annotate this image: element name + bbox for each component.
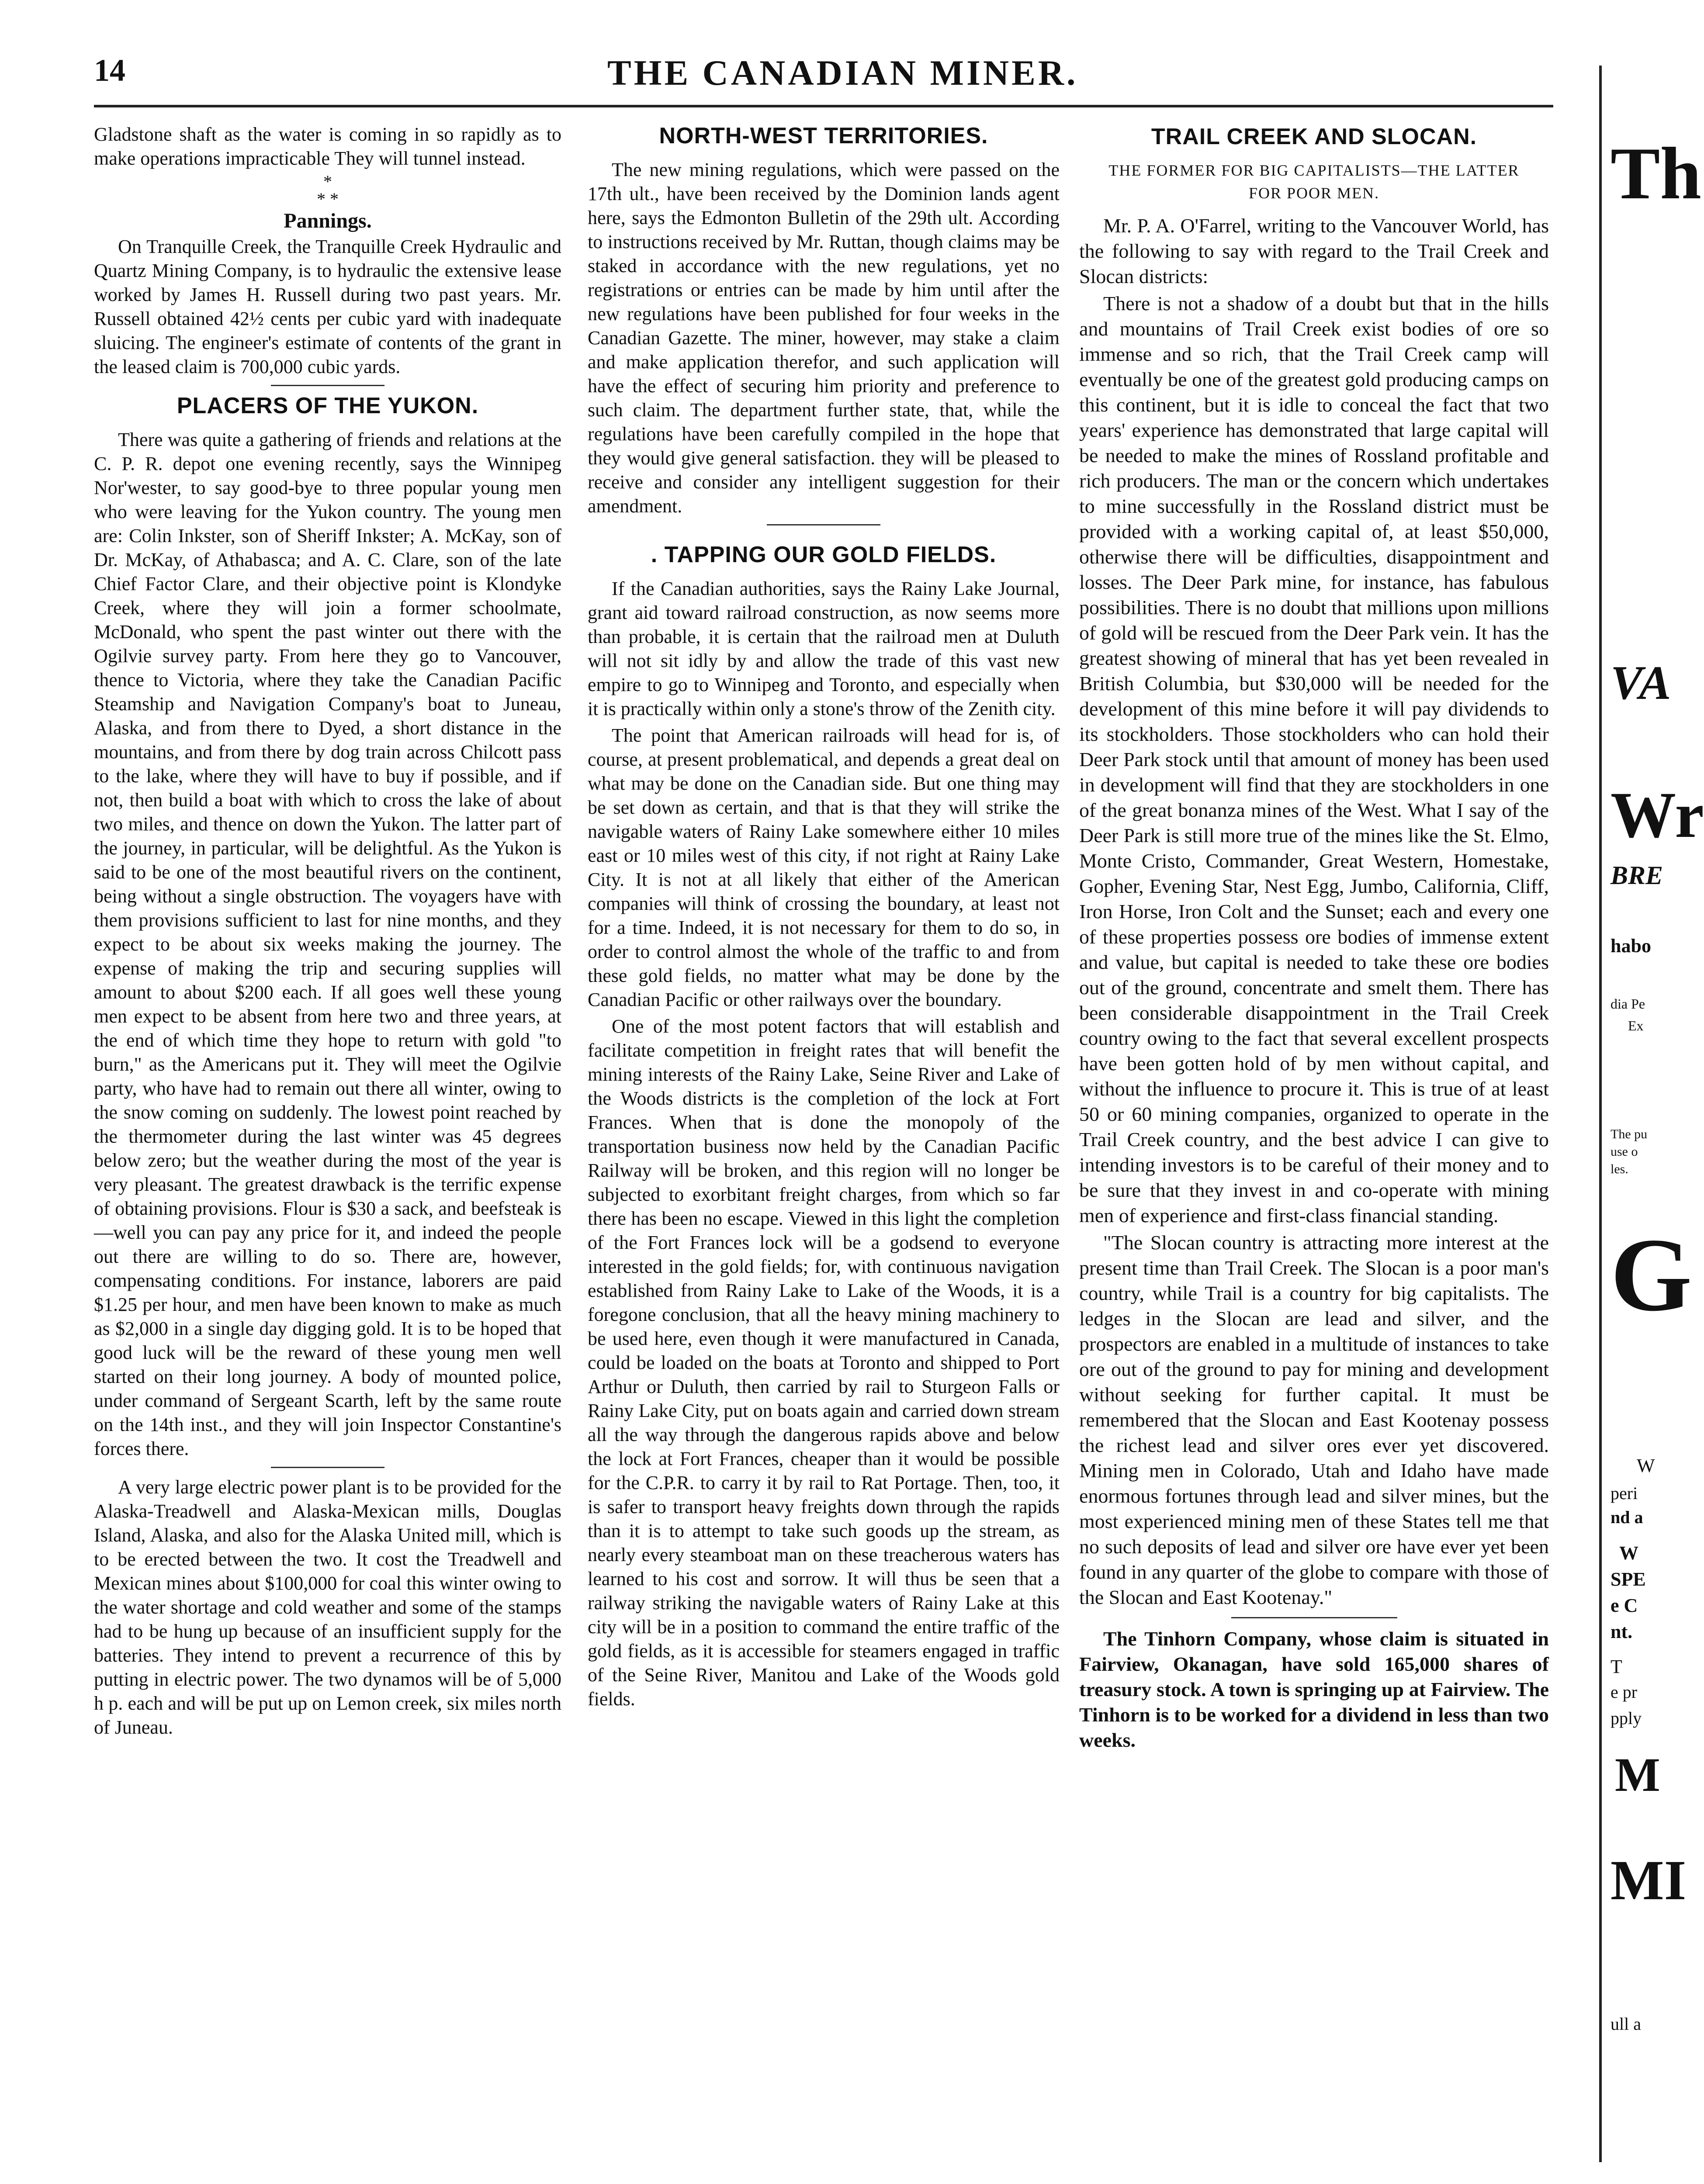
paragraph-electric-plant: A very large electric power plant is to be provided for the Alaska-Treadwell and Alaska-Mexican mills, Douglas Island, Alaska, and also for the Alaska United mill, which is to be erected between the two. It cost the Treadwell and Mexican mines about $100,000 for coal this winter owing to the water shortage and cold weather and some of the stamps had to be hung up because of an insufficient supply for the batteries. They intend to prevent a recurrence of this by putting in electric power. The two dynamos will be of 5,000 h p. each and will be put up on Lemon creek, six miles north of Juneau. (94, 1476, 561, 1738)
edge-fragment: peri (1610, 1483, 1638, 1503)
paragraph-gladstone: Gladstone shaft as the water is coming in so rapidly as to make operations impracticable They will tunnel instead. (94, 124, 561, 169)
edge-fragment: use o (1610, 1144, 1638, 1159)
placers-heading: PLACERS OF THE YUKON. (177, 393, 479, 418)
section-divider (271, 1467, 384, 1468)
edge-fragment: Wr (1610, 779, 1704, 851)
edge-fragment: nd a (1610, 1507, 1643, 1527)
edge-fragment: habo (1610, 935, 1651, 957)
paragraph-trail-creek: There is not a shadow of a doubt but that in the hills and mountains of Trail Creek exist bodies of ore so immense and so rich, that the Trail Creek camp will eventually be one of the greatest gold producing camps on this continent, but it is idle to conceal the fact that two years' experience has demonstrated that large capital will be needed to make the mines of Rossland profitable and rich producers. The man or the concern which undertakes to mine successfully in the Rossland district must be provided with a working capital of, at least $50,000, otherwise there will be difficulties, disappointment and losses. The Deer Park mine, for instance, has fabulous possibilities. There is no doubt that millions upon millions of gold will be rescued from the Deer Park vein. It has the greatest showing of mineral that has yet been revealed in British Columbia, but $30,000 will be needed for the development of this mine before it will pay dividends to its stockholders. Those stockholders who can hold their Deer Park stock until that amount of money has been used in development will find that they are stockholders in one of the great bonanza mines of the West. What I say of the Deer Park is still more true of the mines like the St. Elmo, Monte Cristo, Commander, Great Western, Homestake, Gopher, Evening Star, Nest Egg, Jumbo, California, Cliff, Iron Horse, Iron Colt and the Sunset; each and every one of these properties possess ore bodies of immense extent and value, but capital is needed to take these ore bodies out of the ground, concentrate and smelt them. There has been considerable disappointment in the Trail Creek country owing to the fact that several excellent prospects have been gotten hold of by men without capital, and without the influence to procure it. This is true of at least 50 or 60 mining companies, organized to operate in the Trail Creek country, and the best advice I can give to intending investors is to be careful of their money and to be sure that they invest in and co-operate with mining men of experience and first-class financial standing. (1079, 292, 1549, 1227)
page-number: 14 (94, 53, 125, 88)
edge-fragment: G (1610, 1216, 1692, 1333)
trail-creek-subheading: THE FORMER FOR BIG CAPITALISTS—THE LATTER FOR POOR MEN. (1108, 162, 1520, 202)
paragraph-tinhorn: The Tinhorn Company, whose claim is situated in Fairview, Okanagan, have sold 165,000 shares of treasury stock. A town is springing up at Fairview. The Tinhorn is to be worked for a dividend in less than two weeks. (1079, 1628, 1549, 1751)
paragraph-fort-frances: One of the most potent factors that will establish and facilitate competition in freight rates that will benefit the mining interests of the Rainy Lake, Seine River and Lake of the Woods districts is the completion of the lock at Fort Frances. When that is done the monopoly of the transportation business now held by the Canadian Pacific Railway will be broken, and this region will no longer be subjected to exorbitant freight charges, from which so far there has been no escape. Viewed in this light the completion of the Fort Frances lock will be a godsend to everyone interested in the gold fields; for, with continuous navigation established from Rainy Lake to Lake of the Woods, it is a foregone conclusion, that all the heavy mining machinery to be used here, even though it were manufactured in Canada, could be loaded on the boats at Toronto and shipped to Port Arthur or Duluth, then carried by rail to Sturgeon Falls or Rainy Lake City, put on boats again and carried down stream all the way through the dangerous rapids above and below the lock at Fort Frances, cheaper than it would be possible for the C.P.R. to carry it by rail to Rat Portage. Then, too, it is safer to transport heavy freights down through the rapids than it is to attempt to take such goods up the stream, as nearly every steamboat man on these treacherous waters has learned to his cost and sorrow. It will thus be seen that a railway striking the navigable waters of Rainy Lake at this city will be in a position to command the entire traffic of the gold fields, as it is accessible for steamers engaged in traffic of the Seine River, Manitou and Lake of the Woods gold fields. (588, 1016, 1060, 1710)
north-west-heading: NORTH-WEST TERRITORIES. (659, 123, 988, 149)
column-2 (588, 122, 1060, 1714)
pannings-heading: Pannings. (284, 209, 372, 232)
paragraph-rainy-lake: If the Canadian authorities, says the Rainy Lake Journal, grant aid toward railroad construction, as now seems more than probable, it is certain that the railroad men at Duluth will not sit idly by and allow the trade of this vast new empire to go to Winnipeg and Toronto, and especially when it is practically within only a stone's throw of the Zenith city. (588, 578, 1060, 719)
edge-fragment: Th (1610, 132, 1701, 214)
edge-fragment: e C (1610, 1595, 1638, 1616)
trail-creek-heading: TRAIL CREEK AND SLOCAN. (1151, 124, 1477, 149)
edge-fragment: W (1619, 1542, 1638, 1564)
paragraph-railroads: The point that American railroads will head for is, of course, at present problematical, and depends a great deal on what may be done on the Canadian side. But one thing may be set down as certain, and that is that they will strike the navigable waters of Rainy Lake somewhere either 10 miles east or 10 miles west of this city, if not right at Rainy Lake City. It is not at all likely that either of the American companies will think of crossing the boundary, at least not for a time. Indeed, it is not necessary for them to do so, in order to control almost the whole of the traffic to and from these gold fields, no matter what may be done by the Canadian Pacific or other railways over the boundary. (588, 725, 1060, 1010)
edge-fragment: nt. (1610, 1621, 1633, 1642)
edge-fragment: dia Pe (1610, 996, 1645, 1012)
asterism-divider: * * * (317, 172, 339, 209)
masthead-title: THE CANADIAN MINER. (607, 53, 1078, 93)
edge-fragment: ull a (1610, 2014, 1641, 2034)
edge-fragment: pply (1610, 1708, 1642, 1728)
edge-fragment: Ex (1628, 1018, 1644, 1033)
paragraph-regulations: The new mining regulations, which were passed on the 17th ult., have been received by the Dominion lands agent here, says the Edmonton Bulletin of the 29th ult. According to instructions received by Mr. Ruttan, though claims may be staked in accordance with the new regulations, yet no registrations or entries can be made by him until after the new regulations have been published for four weeks in the Canadian Gazette. The miner, however, may stake a claim and make application therefor, and such application will have the effect of securing him priority and preference to such claim. The department further state, that, while the regulations have been carefully compiled in the hope that they would give general satisfaction. they will be pleased to receive and consider any intelligent suggestion for their amendment. (588, 159, 1060, 517)
edge-fragment: les. (1610, 1162, 1628, 1176)
adjacent-page-edge (1602, 0, 1704, 2184)
paragraph-ofarrel: Mr. P. A. O'Farrel, writing to the Vancouver World, has the following to say with regard to the Trail Creek and Slocan districts: (1079, 214, 1549, 287)
edge-fragment: T (1610, 1656, 1622, 1677)
edge-fragment: MI (1610, 1849, 1687, 1912)
edge-fragment: The pu (1610, 1127, 1648, 1141)
header-rule (94, 105, 1553, 107)
paragraph-tranquille: On Tranquille Creek, the Tranquille Creek Hydraulic and Quartz Mining Company, is to hydraulic the extensive lease worked by James H. Russell during two past years. Mr. Russell obtained 42½ cents per cubic yard with inadequate sluicing. The engineer's estimate of contents of the grant in the leased claim is 700,000 cubic yards. (94, 236, 561, 377)
tapping-heading: . TAPPING OUR GOLD FIELDS. (651, 542, 997, 567)
section-divider (1231, 1617, 1397, 1618)
edge-fragment: M (1615, 1748, 1660, 1801)
section-divider (767, 524, 880, 525)
column-1 (94, 122, 561, 1742)
edge-fragment: SPE (1610, 1569, 1646, 1590)
paragraph-placers: There was quite a gathering of friends and relations at the C. P. R. depot one evening recently, says the Winnipeg Nor'wester, to say good-bye to three popular young men who were leaving for the Yukon country. The young men are: Colin Inkster, son of Sheriff Inkster; A. McKay, son of Dr. McKay, of Athabasca; and A. C. Clare, son of the late Chief Factor Clare, and their objective point is Klondyke Creek, where they will join a former schoolmate, McDonald, who spent the past winter out there with the Ogilvie survey party. From here they go to Vancouver, thence to Victoria, where they take the Canadian Pacific Steamship and Navigation Company's boat to Juneau, Alaska, and from there to Dyed, a short distance in the mountains, and from there by dog train across Chilcott pass to the lake, where they will have to buy if possible, and if not, then build a boat with which to cross the lake of about two miles, and thence on down the Yukon. The latter part of the journey, in particular, will be delightful. As the Yukon is said to be one of the most beautiful rivers on the continent, being without a single obstruction. The voyagers have with them provisions sufficient to last for nine months, and they expect to be about six weeks making the journey. The expense of making the trip and securing supplies will amount to about $200 each. If all goes well these young men expect to be absent from here two and three years, at the end of which time they hope to return with gold "to burn," as the Americans put it. They will meet the Ogilvie party, who have had to remain out there all winter, owing to the snow coming on suddenly. The lowest point reached by the thermometer during the last winter was 45 degrees below zero; but the weather during the most of the year is very pleasant. The greatest drawback is the terrific expense of obtaining provisions. Flour is $30 a sack, and beefsteak is—well you can pay any price for it, and indeed the people out there are willing to do so. There are, however, compensating conditions. For instance, laborers are paid $1.25 per hour, and men have been known to make as much as $2,000 in a single day digging gold. It is to be hoped that good luck will be the reward of these young men well started on their long journey. A body of mounted police, under command of Sergeant Scarth, left by the same route on the 14th inst., and they will join Inspector Constantine's forces there. (94, 429, 561, 1459)
section-divider (271, 385, 384, 386)
edge-fragment: VA (1610, 656, 1671, 709)
page-header (0, 0, 1659, 114)
paragraph-slocan: "The Slocan country is attracting more interest at the present time than Trail Creek. The Slocan is a poor man's country, while Trail is a country for big capitalists. The ledges in the Slocan are lead and silver, and the prospectors are enabled in a multitude of instances to take ore out of the ground to pay for mining and development without seeking for further capital. It must be remembered that the Slocan and East Kootenay possess the richest lead and silver ores ever yet discovered. Mining men in Colorado, Utah and Idaho have made enormous fortunes through lead and silver mines, but the most experienced mining men of these States tell me that no such deposits of lead and silver ore have ever yet been found in any quarter of the globe to compare with those of the Slocan and East Kootenay." (1079, 1231, 1549, 1608)
column-3 (1079, 122, 1549, 1755)
edge-fragment: W (1637, 1455, 1655, 1476)
edge-fragment: e pr (1610, 1682, 1638, 1702)
edge-fragment: BRE (1610, 861, 1663, 890)
